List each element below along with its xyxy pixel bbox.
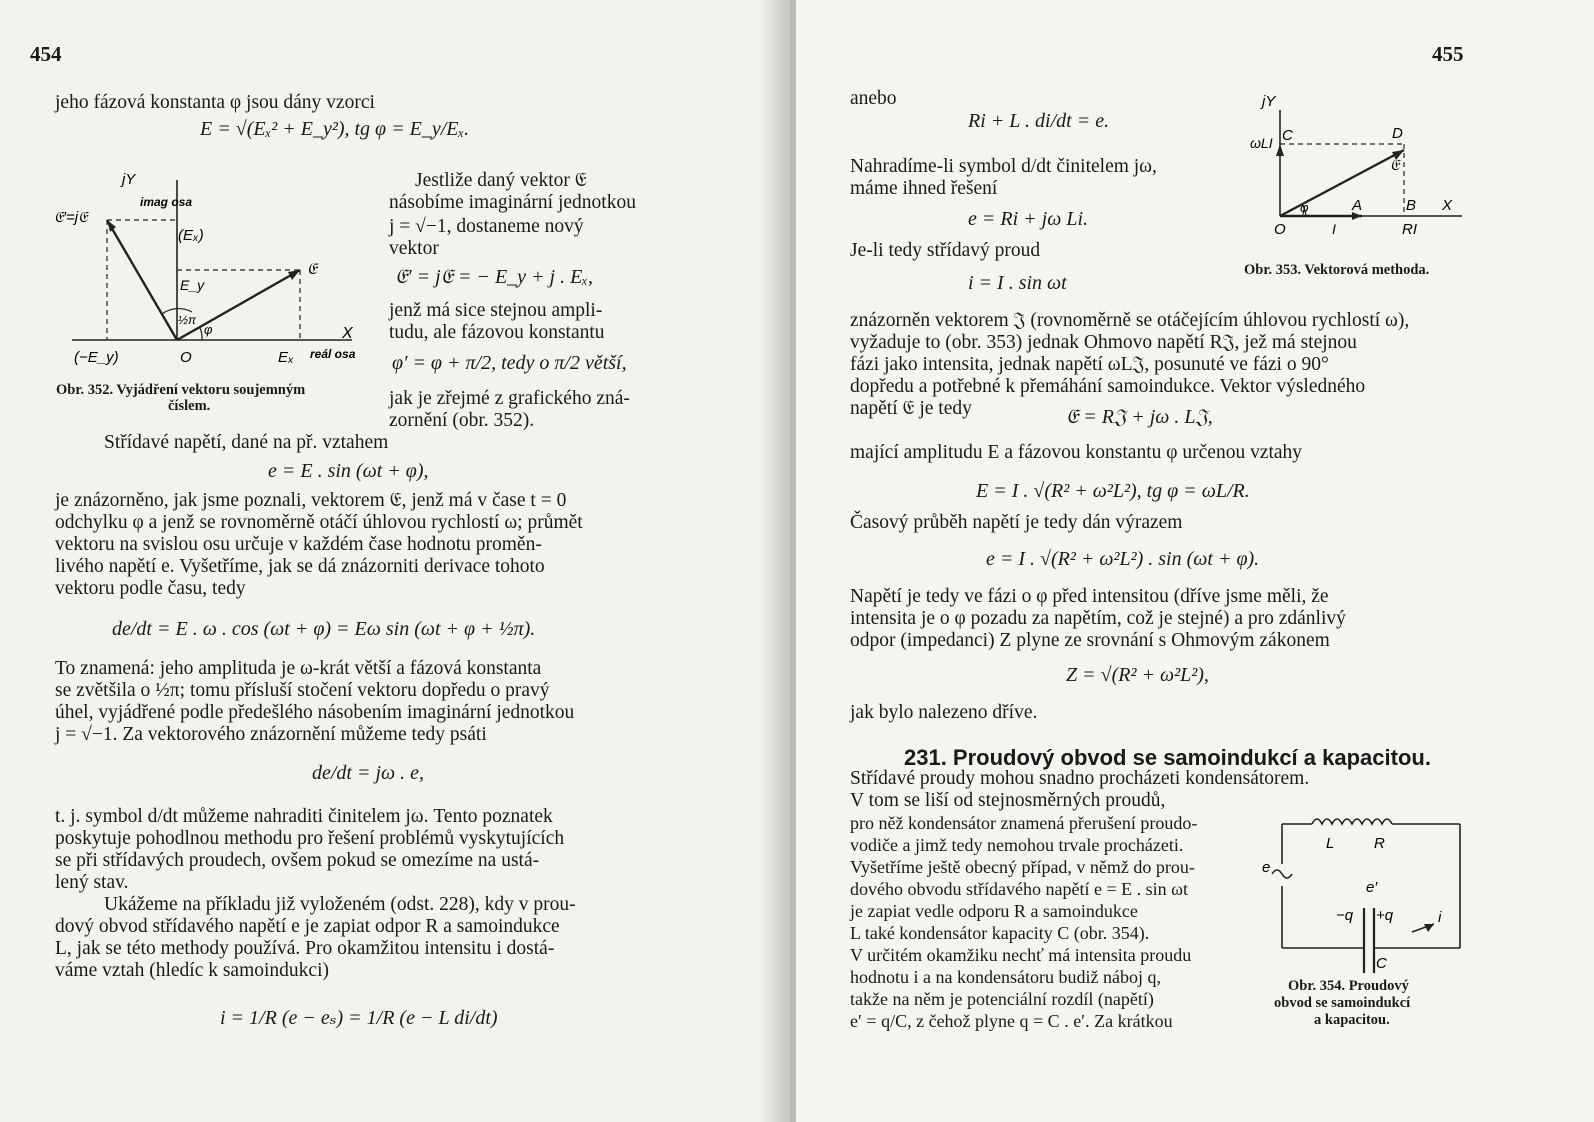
label-eprime: 𝔈′=j𝔈 <box>54 209 88 226</box>
text-line: L také kondensátor kapacity C (obr. 354). <box>850 923 1150 943</box>
text-line: dový obvod střídavého napětí e je zapiat odpor R a samoindukce <box>55 916 560 937</box>
text-line: t. j. symbol d/dt můžeme nahraditi činitelem jω. Tento poznatek <box>55 806 553 827</box>
text-line: je zapiat vedle odporu R a samoindukce <box>850 901 1138 921</box>
text-line: Vyšetříme ještě obecný případ, v němž do prou- <box>850 857 1195 877</box>
text-line: máme ihned řešení <box>850 178 998 199</box>
label-wli: ωLI <box>1250 135 1273 151</box>
text-line: váme vztah (hledíc k samoindukci) <box>55 960 329 981</box>
text-line: jeho fázová konstanta φ jsou dány vzorci <box>55 92 375 113</box>
figure-354-caption-1: Obr. 354. Proudový <box>1288 978 1409 994</box>
figure-354 <box>1262 808 1472 978</box>
section-heading: 231. Proudový obvod se samoindukcí a kapacitou. <box>904 745 1431 770</box>
equation: e = E . sin (ωt + φ), <box>268 460 429 482</box>
text-line: tudu, ale fázovou konstantu <box>389 322 605 343</box>
text-line: znázorněn vektorem 𝔍 (rovnoměrně se otáčejícím úhlovou rychlostí ω), <box>850 310 1410 331</box>
equation: de/dt = jω . e, <box>312 762 425 784</box>
figure-352-caption-2: číslem. <box>168 398 211 414</box>
text-line: se při střídavých proudech, ovšem pokud se omezíme na ustá- <box>55 850 540 871</box>
text-line: odpor (impedanci) Z plyne ze srovnání s Ohmovým zákonem <box>850 630 1330 651</box>
text-line: L, jak se této methody používá. Pro okamžitou intensitu i dostá- <box>55 938 555 959</box>
label-i: i <box>1438 909 1442 926</box>
label-imag: imag osa <box>140 195 193 209</box>
left-page <box>0 0 790 1122</box>
text-line: intensita je o φ pozadu za napětím, což je stejné) a pro zdánlivý <box>850 608 1346 629</box>
page-number-left: 454 <box>30 42 62 66</box>
text-line: e′ = q/C, z čehož plyne q = C . e′. Za krátkou <box>850 1011 1173 1031</box>
figure-354-caption-2: obvod se samoindukcí <box>1274 995 1411 1011</box>
label-ex: Eₓ <box>278 349 294 366</box>
text-line: vyžaduje to (obr. 353) jednak Ohmovo napětí R𝔍, jež má stejnou <box>850 332 1357 353</box>
ac-source <box>1272 870 1292 878</box>
text-line: Střídavé napětí, dané na př. vztahem <box>104 432 389 453</box>
text-line: dopředu a potřebné k přemáhání samoindukce. Vektor výsledného <box>850 376 1366 397</box>
label-jy: jY <box>122 172 136 188</box>
label-i: I <box>1332 221 1336 237</box>
text-line: je znázorněno, jak jsme poznali, vektorem 𝔈, jenž má v čase t = 0 <box>55 490 567 511</box>
equation: Ri + L . di/dt = e. <box>968 110 1110 132</box>
equation: i = I . sin ωt <box>968 272 1067 294</box>
label-phi: φ <box>1300 200 1309 215</box>
label-x: X <box>1442 197 1453 214</box>
text-line: poskytuje pohodlnou methodu pro řešení problémů vyskytujících <box>55 828 565 849</box>
label-o: O <box>1274 221 1286 238</box>
text-line: To znamená: jeho amplituda je ω-krát větší a fázová konstanta <box>55 658 542 679</box>
equation: Z = √(R² + ω²L²), <box>1066 664 1209 686</box>
text-line: pro něž kondensátor znamená přerušení proudo- <box>850 813 1198 833</box>
inductor-coil <box>1312 819 1392 824</box>
text-line: Nahradíme-li symbol d/dt činitelem jω, <box>850 156 1157 177</box>
equation: E = I . √(R² + ω²L²), tg φ = ωL/R. <box>976 480 1250 502</box>
text-line: vodiče a jimž tedy nemohou trvale procházeti. <box>850 835 1184 855</box>
text-line: vektor <box>389 238 439 259</box>
text-line: Jestliže daný vektor 𝔈 <box>415 170 587 191</box>
label-ri: RI <box>1402 221 1417 238</box>
label-e: 𝔈 <box>1390 157 1400 174</box>
text-line: Ukážeme na příkladu již vyloženém (odst. 228), kdy v prou- <box>104 894 576 915</box>
text-line: vektoru na svislou osu určuje v každém čase hodnotu proměn- <box>55 534 542 555</box>
equation: e = I . √(R² + ω²L²) . sin (ωt + φ). <box>986 548 1260 570</box>
text-line: Je-li tedy střídavý proud <box>850 240 1041 261</box>
label-half-pi: ½π <box>178 313 197 327</box>
text-line: j = √−1. Za vektorového znázornění můžeme tedy psáti <box>55 724 487 745</box>
label-l: L <box>1326 835 1335 852</box>
text-line: vektoru podle času, tedy <box>55 578 246 599</box>
label-r: R <box>1374 835 1385 852</box>
label-neg-ey: (−E_y) <box>74 349 119 366</box>
figure-353 <box>1242 92 1482 262</box>
text-line: Střídavé proudy mohou snadno procházeti kondensátorem. <box>850 768 1310 789</box>
label-real: reál osa <box>310 347 356 361</box>
text-line: násobíme imaginární jednotkou <box>389 192 636 213</box>
text-line: V určitém okamžiku nechť má intensita proudu <box>850 945 1192 965</box>
text-line: fázi jako intensita, jednak napětí ωL𝔍, posunuté ve fázi o 90° <box>850 354 1329 375</box>
text-line: V tom se liší od stejnosměrných proudů, <box>850 790 1166 811</box>
figure-352 <box>52 172 382 372</box>
text-line: Časový průběh napětí je tedy dán výrazem <box>850 512 1183 533</box>
vector-eprime <box>107 220 177 340</box>
text-line: takže na něm je potenciální rozdíl (napětí) <box>850 989 1154 1009</box>
equation: 𝔈′ = j𝔈 = − E_y + j . Eₓ, <box>395 266 593 288</box>
text-line: lený stav. <box>55 872 129 893</box>
figure-354-caption-3: a kapacitou. <box>1314 1012 1390 1028</box>
text-line: se zvětšila o ½π; tomu přísluší stočení vektoru dopředu o pravý <box>55 680 550 701</box>
label-minus-q: −q <box>1336 907 1354 924</box>
label-x: X <box>342 325 353 342</box>
text-line: jak bylo nalezeno dříve. <box>850 702 1038 723</box>
label-ey: E_y <box>180 277 205 293</box>
label-c: C <box>1282 127 1293 144</box>
label-c: C <box>1376 955 1387 972</box>
label-plus-q: +q <box>1376 907 1394 924</box>
label-d: D <box>1392 125 1403 142</box>
label-phi: φ <box>204 322 213 337</box>
text-line: úhel, vyjádřené podle předešlého násobením imaginární jednotkou <box>55 702 575 723</box>
text-line: anebo <box>850 88 897 109</box>
text-line: jenž má sice stejnou ampli- <box>389 300 603 321</box>
text-line: mající amplitudu E a fázovou konstantu φ určenou vztahy <box>850 442 1303 463</box>
label-a: A <box>1352 197 1363 214</box>
text-line: napětí 𝔈 je tedy <box>850 398 972 419</box>
equation: e = Ri + jω Li. <box>968 208 1088 230</box>
equation: i = 1/R (e − eₛ) = 1/R (e − L di/dt) <box>220 1007 498 1029</box>
label-ex-up: (Eₓ) <box>178 227 204 244</box>
page-number-right: 455 <box>1432 42 1464 66</box>
equation: E = √(Eₓ² + E_y²), tg φ = E_y/Eₓ. <box>200 118 470 140</box>
figure-353-caption: Obr. 353. Vektorová methoda. <box>1244 262 1430 278</box>
text-line: hodnotu i a na kondensátoru budiž náboj q, <box>850 967 1161 987</box>
equation: 𝔈 = R𝔍 + jω . L𝔍, <box>1066 406 1213 428</box>
text-line: zornění (obr. 352). <box>389 410 535 431</box>
label-b: B <box>1406 197 1417 214</box>
text-line: livého napětí e. Vyšetříme, jak se dá znázorniti derivace tohoto <box>55 556 545 577</box>
label-eprime: e′ <box>1366 879 1378 896</box>
text-line: Napětí je tedy ve fázi o φ před intensitou (dříve jsme měli, že <box>850 586 1329 607</box>
text-line: odchylku φ a jenž se rovnoměrně otáčí úhlovou rychlostí ω; průmět <box>55 512 583 533</box>
figure-352-caption: Obr. 352. Vyjádření vektoru soujemným <box>56 382 306 398</box>
text-line: dového obvodu střídavého napětí e = E . sin ωt <box>850 879 1188 899</box>
text-line: j = √−1, dostaneme nový <box>389 216 584 237</box>
label-e: 𝔈 <box>307 261 317 278</box>
equation: φ′ = φ + π/2, tedy o π/2 větší, <box>392 352 627 374</box>
label-jy: jY <box>1262 93 1276 110</box>
label-e: e <box>1262 859 1271 876</box>
text-line: jak je zřejmé z grafického zná- <box>389 388 630 409</box>
vector-e <box>1280 150 1404 216</box>
label-origin: O <box>180 349 192 366</box>
equation: de/dt = E . ω . cos (ωt + φ) = Eω sin (ωt + φ + ½π). <box>112 618 536 640</box>
right-page <box>796 0 1594 1122</box>
